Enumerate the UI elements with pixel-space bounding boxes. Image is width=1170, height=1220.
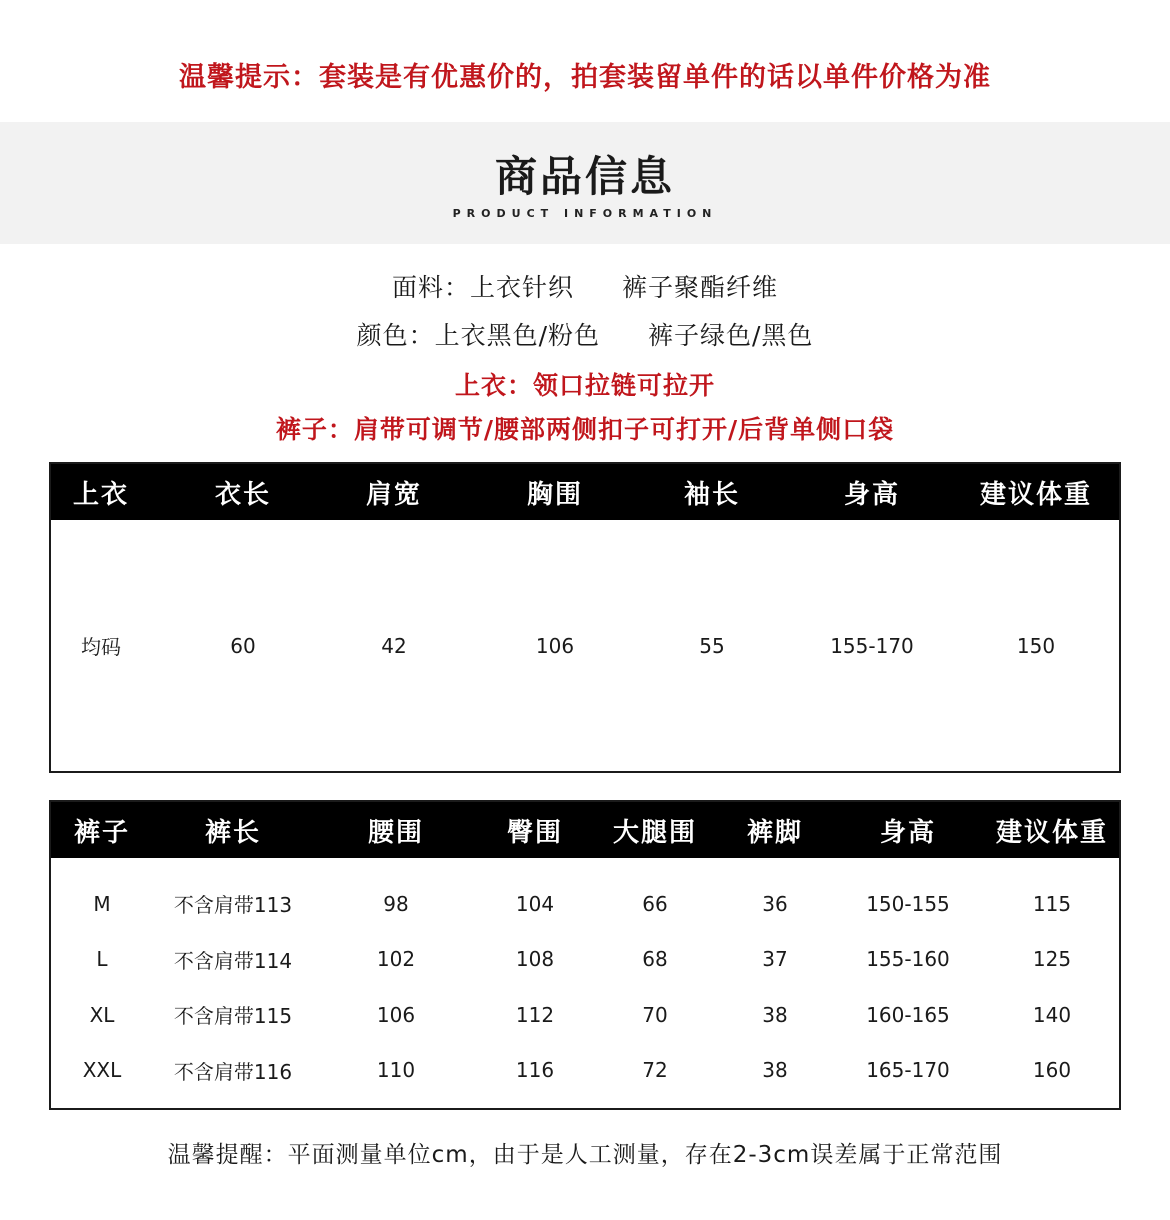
table-cell: 68 [642, 947, 668, 972]
table-cell: 165-170 [866, 1058, 950, 1083]
pants-table-header [51, 802, 1119, 858]
table-row [51, 932, 1119, 988]
table-cell: 102 [376, 947, 416, 972]
table-cell: 37 [762, 947, 788, 972]
color-line [0, 316, 1170, 352]
table-cell: 155-170 [830, 633, 914, 658]
table-cell: 98 [383, 891, 409, 916]
header-cell: 衣长 [214, 479, 271, 510]
top-size-table [49, 462, 1121, 773]
header-cell: 建议体重 [979, 479, 1092, 510]
table-cell: 55 [699, 633, 725, 658]
table-cell: 150 [1016, 633, 1056, 658]
header-cell: 臀围 [506, 817, 563, 848]
table-cell: 155-160 [866, 947, 950, 972]
table-cell: XXL [82, 1058, 122, 1083]
table-cell: 104 [515, 891, 555, 916]
table-cell: 160-165 [866, 1002, 950, 1027]
table-cell: 72 [642, 1058, 668, 1083]
header-cell: 袖长 [683, 479, 740, 510]
table-cell: 均码 [81, 635, 121, 659]
table-cell: 106 [376, 1002, 416, 1027]
page-subtitle: PRODUCT INFORMATION [452, 207, 718, 220]
table-cell: 116 [515, 1058, 555, 1083]
table-cell: 不含肩带116 [173, 1059, 293, 1084]
header-cell: 上衣 [72, 479, 129, 510]
header-cell: 身高 [843, 479, 900, 510]
fabric-top: 面料：上衣针织 [391, 273, 574, 302]
header-cell: 裤长 [204, 817, 261, 848]
table-row [51, 987, 1119, 1043]
top-feature-line: 上衣：领口拉链可拉开 [454, 371, 715, 400]
table-cell: L [96, 947, 108, 972]
header-cell: 胸围 [526, 479, 583, 510]
table-cell: 150-155 [866, 891, 950, 916]
header-cell: 大腿围 [612, 817, 697, 848]
header-cell: 裤脚 [746, 817, 803, 848]
table-cell: 140 [1032, 1002, 1072, 1027]
table-cell: M [93, 891, 111, 916]
header-cell: 裤子 [73, 817, 130, 848]
table-cell: 108 [515, 947, 555, 972]
table-cell: 38 [762, 1058, 788, 1083]
table-row [51, 1043, 1119, 1099]
color-top: 颜色：上衣黑色/粉色 [356, 321, 600, 350]
header-cell: 肩宽 [365, 479, 422, 510]
table-cell: 110 [376, 1058, 416, 1083]
pants-size-table [49, 800, 1121, 1110]
table-cell: 38 [762, 1002, 788, 1027]
promo-notice: 温馨提示：套装是有优惠价的，拍套装留单件的话以单件价格为准 [179, 62, 991, 93]
table-cell: 42 [381, 633, 407, 658]
header-cell: 腰围 [367, 817, 424, 848]
table-cell: 106 [535, 633, 575, 658]
table-cell: 125 [1032, 947, 1072, 972]
table-cell: 115 [1032, 891, 1072, 916]
fabric-line [0, 268, 1170, 304]
fabric-pants: 裤子聚酯纤维 [622, 273, 779, 302]
top-table-header [51, 464, 1119, 520]
pants-table-body [51, 858, 1119, 1098]
table-cell: 60 [230, 633, 256, 658]
header-cell: 建议体重 [995, 817, 1108, 848]
table-cell: XL [89, 1002, 115, 1027]
table-row [51, 876, 1119, 932]
table-cell: 112 [515, 1002, 555, 1027]
table-cell: 不含肩带114 [173, 948, 293, 973]
color-pants: 裤子绿色/黑色 [648, 321, 814, 350]
table-cell: 36 [762, 891, 788, 916]
header-cell: 身高 [879, 817, 936, 848]
table-cell: 70 [642, 1002, 668, 1027]
table-cell: 不含肩带113 [173, 893, 293, 918]
pants-feature-line: 裤子：肩带可调节/腰部两侧扣子可打开/后背单侧口袋 [275, 415, 895, 444]
measurement-note: 温馨提醒：平面测量单位cm，由于是人工测量，存在2-3cm误差属于正常范围 [167, 1142, 1003, 1168]
table-row [51, 520, 1119, 771]
table-cell: 160 [1032, 1058, 1072, 1083]
page-title: 商品信息 [494, 152, 675, 201]
table-cell: 不含肩带115 [173, 1004, 293, 1029]
table-cell: 66 [642, 891, 668, 916]
